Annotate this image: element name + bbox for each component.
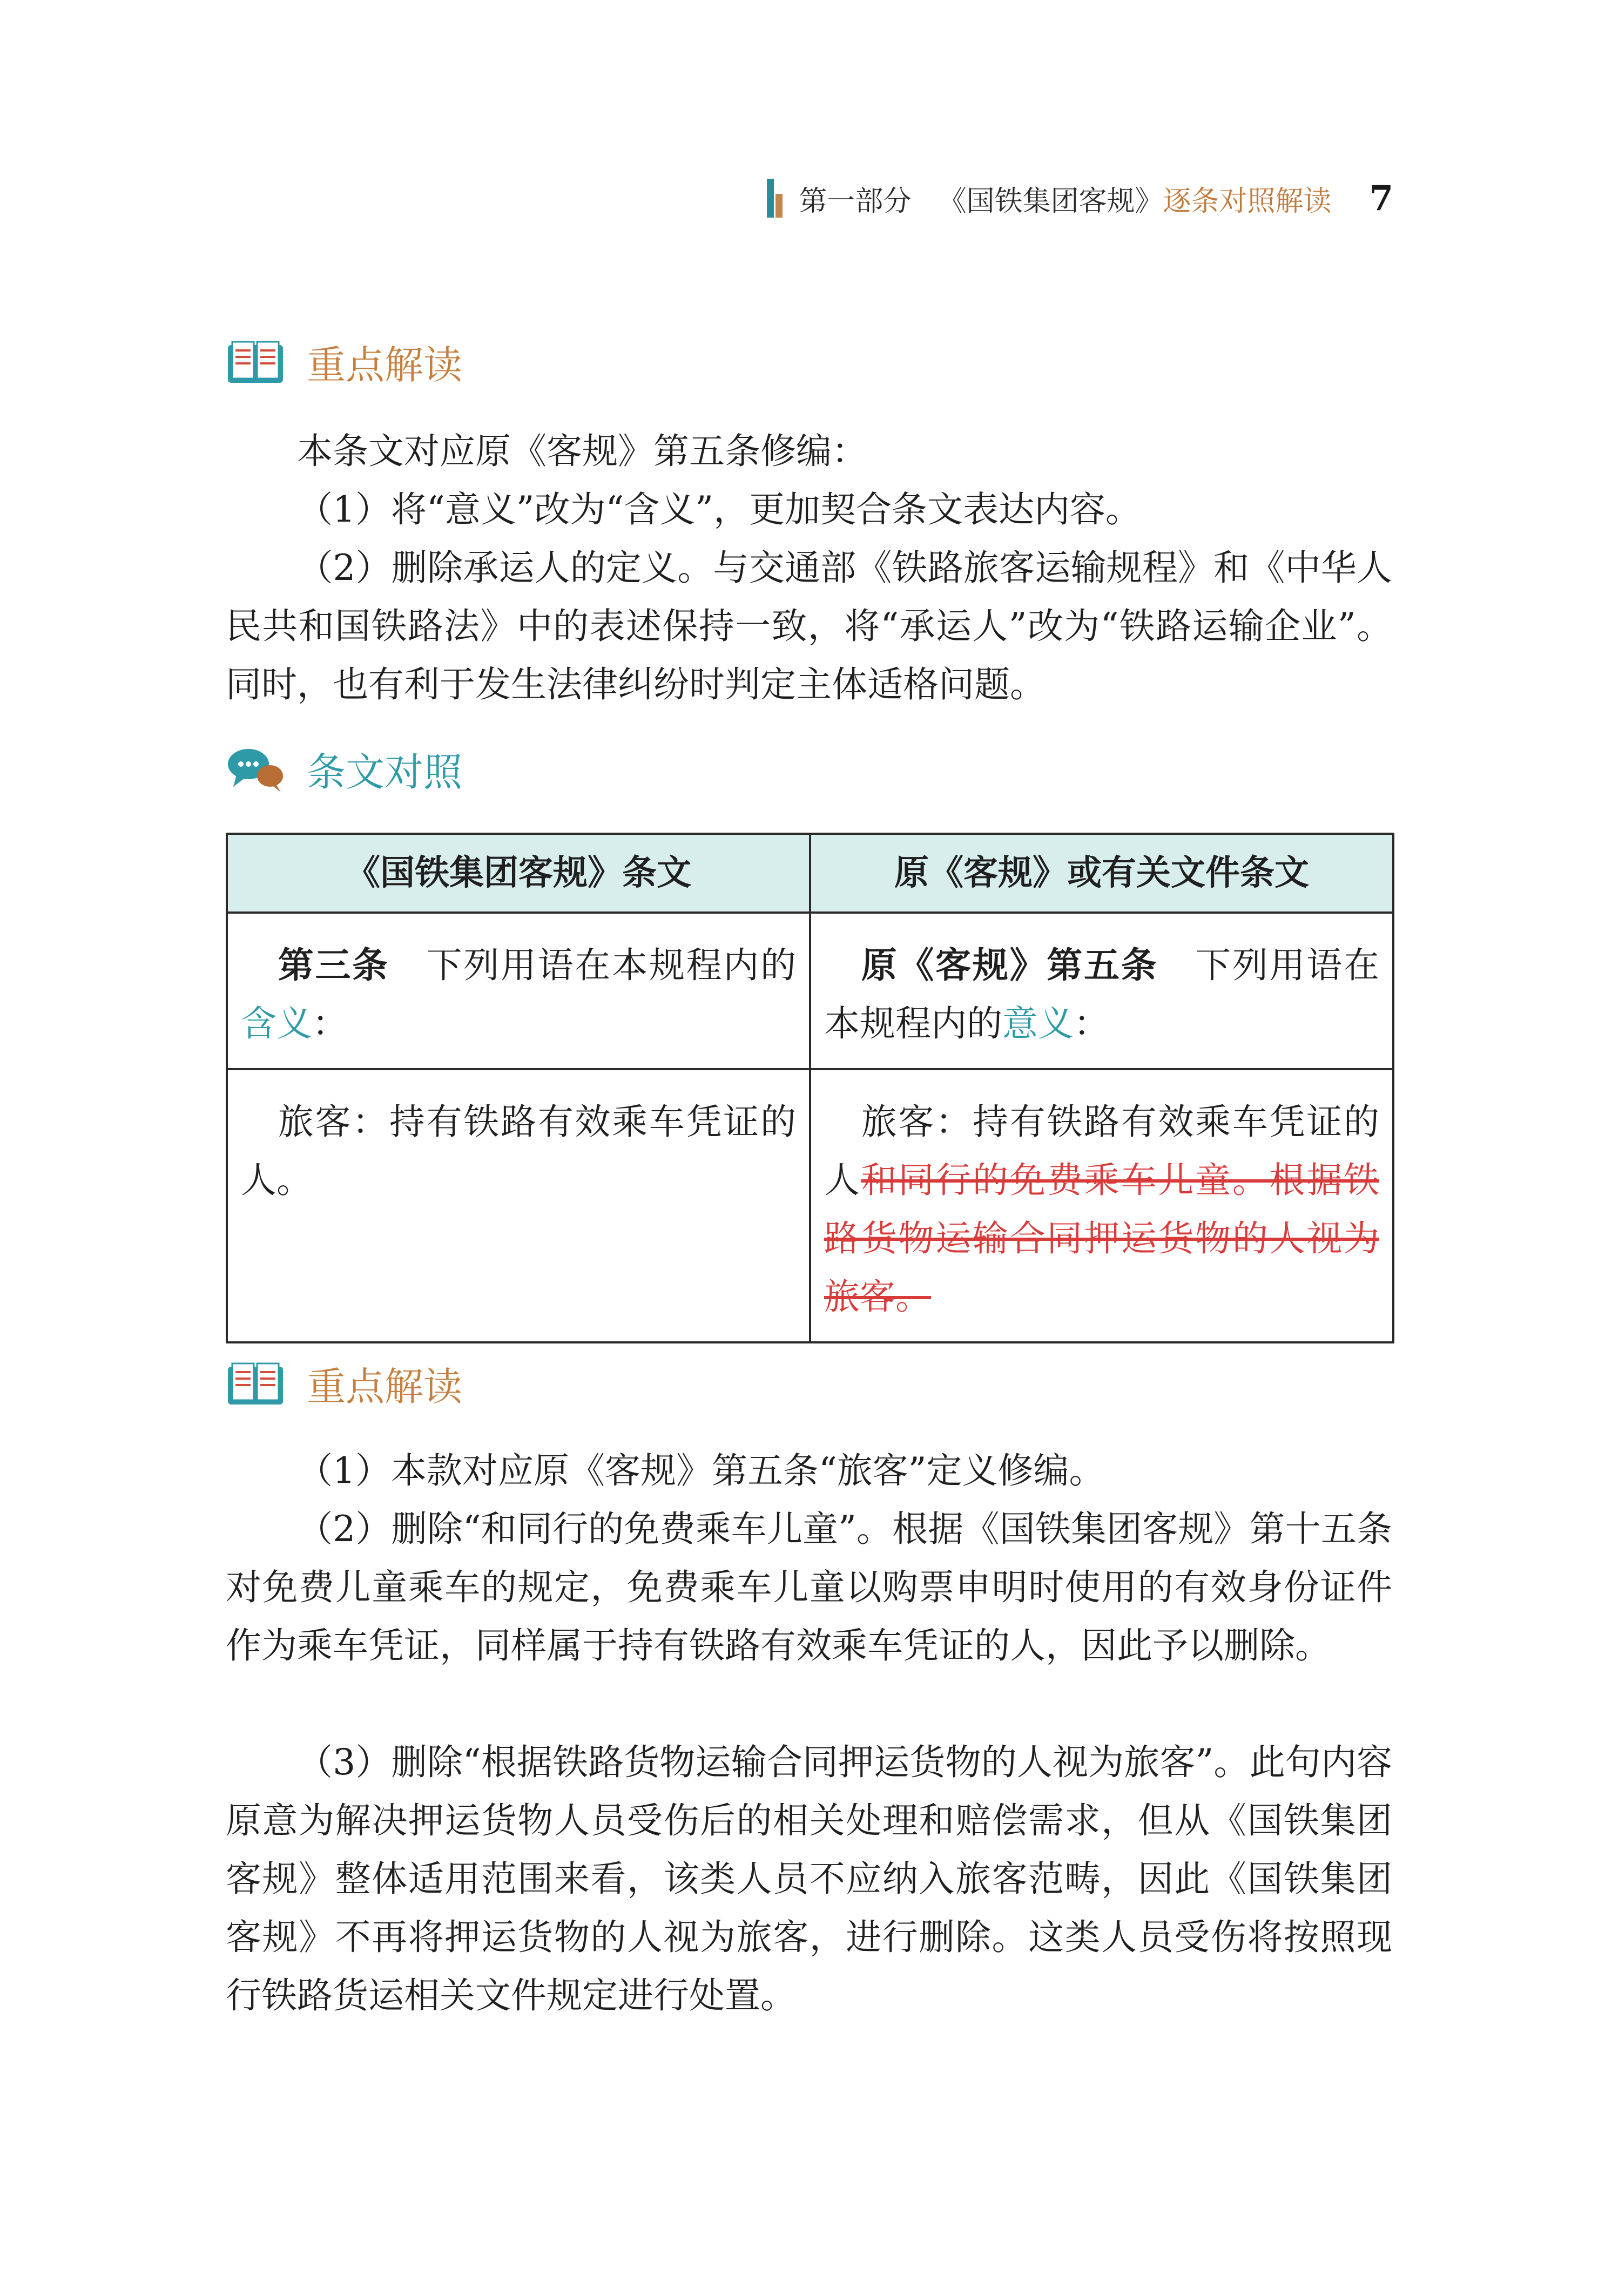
section-heading-key-reading-1	[226, 334, 462, 390]
paragraph: （2）删除承运人的定义。与交通部《铁路旅客运输规程》和《中华人民共和国铁路法》中的表述保持一致，将“承运人”改为“铁路运输企业”。同时，也有利于发生法律纠纷时判定主体适格问题。	[226, 547, 1392, 705]
open-book-icon	[226, 1359, 285, 1408]
section-heading-comparison	[226, 741, 462, 797]
comparison-table	[226, 833, 1394, 1343]
table-header-old: 原《客规》或有关文件条文	[810, 834, 1393, 913]
paragraph: 本条文对应原《客规》第五条修编：	[297, 430, 867, 472]
open-book-icon	[226, 337, 285, 386]
header-title: 《国铁集团客规》	[938, 185, 1163, 218]
table-cell-new-passenger-def: 旅客：持有铁路有效乘车凭证的人。	[227, 1069, 810, 1342]
section-heading-text: 重点解读	[307, 1364, 463, 1409]
section-heading-text: 条文对照	[307, 749, 463, 795]
paragraph: （2）删除“和同行的免费乘车儿童”。根据《国铁集团客规》第十五条对免费儿童乘车的规定，免费乘车儿童以购票申明时使用的有效身份证件作为乘车凭证，同样属于持有铁路有效乘车凭证的人，因此予以删除。	[226, 1508, 1392, 1666]
speech-bubbles-icon	[226, 745, 285, 793]
table-header-new: 《国铁集团客规》条文	[227, 834, 810, 913]
table-row	[227, 1069, 1393, 1342]
paragraph: （1）将“意义”改为“含义”，更加契合条文表达内容。	[297, 489, 1141, 530]
header-part: 第一部分	[799, 185, 912, 218]
table-cell-new-article: 第三条 下列用语在本规程内的含义：	[227, 913, 810, 1069]
paragraph: （3）删除“根据铁路货物运输合同押运货物的人视为旅客”。此句内容原意为解决押运货物人员受伤后的相关处理和赔偿需求，但从《国铁集团客规》整体适用范围来看，该类人员不应纳入旅客范畴，因此《国铁集团客规》不再将押运货物的人视为旅客，进行删除。这类人员受伤将按照现行铁路货运相关文件规定进行处置。	[226, 1741, 1392, 2016]
table-cell-old-article: 原《客规》第五条 下列用语在本规程内的意义：	[810, 913, 1393, 1069]
header-title-accent: 逐条对照解读	[1163, 185, 1332, 218]
header-mark-icon	[767, 179, 783, 218]
table-row	[227, 913, 1393, 1069]
struck-text: 和同行的免费乘车儿童。根据铁路货物运输合同押运货物的人视为旅客。	[824, 1159, 1380, 1318]
running-header	[729, 174, 1393, 222]
page-number: 7	[1369, 178, 1393, 219]
table-cell-old-passenger-def: 旅客：持有铁路有效乘车凭证的人和同行的免费乘车儿童。根据铁路货物运输合同押运货物的人视为旅客。	[810, 1069, 1393, 1342]
section-heading-key-reading-2	[226, 1355, 462, 1412]
paragraph: （1）本款对应原《客规》第五条“旅客”定义修编。	[297, 1450, 1105, 1491]
section-heading-text: 重点解读	[307, 342, 463, 388]
table-header-row	[227, 834, 1393, 913]
